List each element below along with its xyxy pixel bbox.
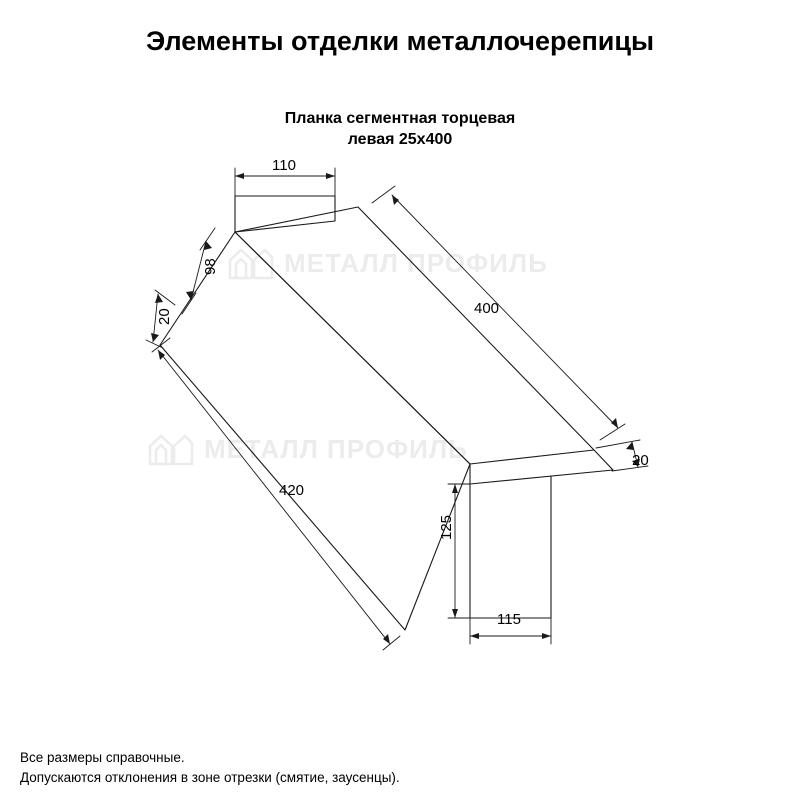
arrow-420-top	[158, 350, 165, 360]
left-face	[160, 232, 470, 630]
arrow-110-right	[326, 173, 335, 179]
dim-label-115: 115	[497, 611, 521, 628]
arrow-20-bottom	[151, 333, 159, 342]
top-face	[235, 207, 594, 464]
dim-label-110: 110	[272, 157, 296, 174]
arrow-20r-top	[626, 442, 634, 450]
footnote-line2: Допускаются отклонения в зоне отрезки (смятие, заусенцы).	[20, 770, 400, 785]
dim-label-98: 98	[202, 258, 219, 275]
ext-400-top	[372, 186, 395, 203]
arrow-420-bottom	[383, 634, 390, 644]
ext-400-bottom	[600, 424, 625, 440]
arrow-125-bottom	[452, 609, 458, 618]
dim-label-400: 400	[474, 300, 500, 317]
ext-420-top	[152, 338, 170, 352]
arrow-115-left	[470, 633, 479, 639]
dim-label-125: 125	[438, 514, 455, 540]
arrow-400-top	[392, 195, 399, 205]
footnote-line1: Все размеры справочные.	[20, 750, 185, 765]
arrow-400-bottom	[611, 418, 618, 428]
dim-label-20-upper: 20	[156, 308, 173, 325]
footnotes	[20, 748, 400, 788]
product-name-line2: левая 25х400	[347, 131, 453, 148]
lower-right-flange-edge	[594, 450, 613, 470]
arrow-115-right	[542, 633, 551, 639]
arrow-110-left	[235, 173, 244, 179]
watermark-text: МЕТАЛЛ ПРОФИЛЬ	[284, 247, 548, 278]
lower-flange-bottom	[470, 470, 613, 484]
dim-label-420: 420	[279, 482, 305, 499]
product-name-line1: Планка сегментная торцевая	[284, 110, 516, 127]
dim-line-400	[392, 195, 618, 428]
dim-line-420	[158, 350, 390, 644]
watermark-text: МЕТАЛЛ ПРОФИЛЬ	[204, 433, 468, 464]
page-title: Элементы отделки металлочерепицы	[145, 26, 655, 56]
flange-bottom-edge	[235, 221, 335, 232]
arrow-125-top	[452, 484, 458, 493]
dim-label-20-lower: 20	[632, 452, 649, 469]
